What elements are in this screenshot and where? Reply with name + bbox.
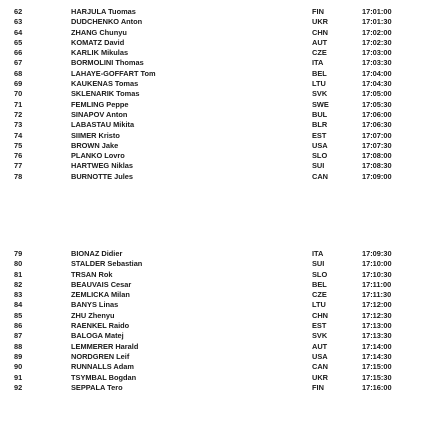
start-time: 17:05:00	[362, 89, 392, 99]
bib-number: 70	[14, 89, 23, 99]
athlete-row	[0, 342, 429, 352]
athlete-row	[0, 383, 429, 393]
bib-number: 78	[14, 171, 23, 181]
nation-code: BEL	[312, 68, 327, 78]
nation-code: SUI	[312, 161, 325, 171]
start-time: 17:15:00	[362, 362, 392, 372]
bib-number: 86	[14, 321, 23, 331]
nation-code: EST	[312, 321, 327, 331]
athlete-name: BALOGA Matej	[71, 331, 124, 341]
athlete-name: FEMLING Peppe	[71, 99, 129, 109]
nation-code: CAN	[312, 171, 329, 181]
start-time: 17:05:30	[362, 99, 392, 109]
nation-code: BUL	[312, 109, 328, 119]
nation-code: USA	[312, 351, 328, 361]
athlete-name: LAHAYE-GOFFART Tom	[71, 68, 156, 78]
start-time: 17:03:00	[362, 48, 392, 58]
athlete-name: DUDCHENKO Anton	[71, 17, 143, 27]
start-time: 17:07:30	[362, 140, 392, 150]
start-time: 17:14:30	[362, 351, 392, 361]
athlete-row	[0, 151, 429, 161]
athlete-row	[0, 38, 429, 48]
start-time: 17:12:00	[362, 300, 392, 310]
athlete-name: ZHU Zhenyu	[71, 310, 115, 320]
bib-number: 84	[14, 300, 23, 310]
bib-number: 82	[14, 279, 23, 289]
start-time: 17:09:00	[362, 171, 392, 181]
athlete-row	[0, 172, 429, 182]
athlete-row	[0, 141, 429, 151]
nation-code: BLR	[312, 120, 328, 130]
bib-number: 85	[14, 310, 23, 320]
athlete-name: RUNNALLS Adam	[71, 362, 134, 372]
start-time: 17:11:30	[362, 290, 392, 300]
athlete-name: TSYMBAL Bogdan	[71, 372, 137, 382]
nation-code: SVK	[312, 331, 328, 341]
nation-code: ITA	[312, 58, 324, 68]
athlete-name: PLANKO Lovro	[71, 151, 125, 161]
athlete-row	[0, 311, 429, 321]
nation-code: SVK	[312, 89, 328, 99]
start-time: 17:09:30	[362, 249, 392, 258]
start-group-1	[0, 7, 429, 182]
bib-number: 90	[14, 362, 23, 372]
athlete-row	[0, 290, 429, 300]
athlete-row	[0, 161, 429, 171]
bib-number: 75	[14, 140, 23, 150]
start-group-2	[0, 249, 429, 393]
start-time: 17:13:30	[362, 331, 392, 341]
athlete-name: TRSAN Rok	[71, 269, 113, 279]
start-time: 17:16:00	[362, 382, 392, 392]
nation-code: SUI	[312, 259, 325, 269]
nation-code: AUT	[312, 37, 328, 47]
nation-code: UKR	[312, 17, 329, 27]
nation-code: FIN	[312, 382, 324, 392]
athlete-row	[0, 270, 429, 280]
start-time: 17:14:00	[362, 341, 392, 351]
athlete-name: HARJULA Tuomas	[71, 7, 136, 16]
athlete-name: HARTWEG Niklas	[71, 161, 134, 171]
start-time: 17:07:00	[362, 130, 392, 140]
bib-number: 65	[14, 37, 23, 47]
start-time: 17:12:30	[362, 310, 392, 320]
bib-number: 92	[14, 382, 23, 392]
start-time: 17:08:30	[362, 161, 392, 171]
athlete-name: ZEMLICKA Milan	[71, 290, 130, 300]
start-time: 17:11:00	[362, 279, 392, 289]
nation-code: UKR	[312, 372, 329, 382]
start-time: 17:10:00	[362, 259, 392, 269]
athlete-row	[0, 58, 429, 68]
nation-code: SLO	[312, 151, 328, 161]
athlete-name: SINAPOV Anton	[71, 109, 128, 119]
athlete-name: BURNOTTE Jules	[71, 171, 134, 181]
athlete-row	[0, 28, 429, 38]
athlete-name: ZHANG Chunyu	[71, 27, 127, 37]
start-time: 17:02:00	[362, 27, 392, 37]
athlete-name: BEAUVAIS Cesar	[71, 279, 132, 289]
athlete-name: STALDER Sebastian	[71, 259, 143, 269]
bib-number: 79	[14, 249, 23, 258]
athlete-name: KARLIK Mikulas	[71, 48, 129, 58]
athlete-row	[0, 7, 429, 17]
bib-number: 77	[14, 161, 23, 171]
athlete-name: BROWN Jake	[71, 140, 119, 150]
bib-number: 64	[14, 27, 23, 37]
athlete-row	[0, 131, 429, 141]
athlete-row	[0, 280, 429, 290]
start-time: 17:08:00	[362, 151, 392, 161]
athlete-row	[0, 249, 429, 259]
bib-number: 76	[14, 151, 23, 161]
nation-code: USA	[312, 140, 328, 150]
bib-number: 71	[14, 99, 23, 109]
start-time: 17:10:30	[362, 269, 392, 279]
athlete-row	[0, 321, 429, 331]
athlete-row	[0, 120, 429, 130]
athlete-row	[0, 352, 429, 362]
start-time: 17:03:30	[362, 58, 392, 68]
bib-number: 66	[14, 48, 23, 58]
athlete-row	[0, 259, 429, 269]
nation-code: CHN	[312, 310, 329, 320]
start-time: 17:04:00	[362, 68, 392, 78]
athlete-row	[0, 362, 429, 372]
bib-number: 88	[14, 341, 23, 351]
nation-code: EST	[312, 130, 327, 140]
athlete-name: KOMATZ David	[71, 37, 125, 47]
bib-number: 87	[14, 331, 23, 341]
athlete-row	[0, 48, 429, 58]
bib-number: 80	[14, 259, 23, 269]
start-time: 17:15:30	[362, 372, 392, 382]
athlete-name: BORMOLINI Thomas	[71, 58, 144, 68]
bib-number: 72	[14, 109, 23, 119]
athlete-row	[0, 100, 429, 110]
bib-number: 67	[14, 58, 23, 68]
nation-code: ITA	[312, 249, 324, 258]
athlete-name: BIONAZ Didier	[71, 249, 123, 258]
athlete-name: BANYS Linas	[71, 300, 119, 310]
bib-number: 81	[14, 269, 23, 279]
athlete-name: LABASTAU Mikita	[71, 120, 135, 130]
start-time: 17:01:30	[362, 17, 392, 27]
athlete-name: LEMMERER Harald	[71, 341, 139, 351]
nation-code: CAN	[312, 362, 329, 372]
athlete-name: SEPPALA Tero	[71, 382, 123, 392]
athlete-name: SKLENARIK Tomas	[71, 89, 140, 99]
bib-number: 89	[14, 351, 23, 361]
athlete-row	[0, 331, 429, 341]
start-time: 17:02:30	[362, 37, 392, 47]
bib-number: 69	[14, 79, 23, 89]
bib-number: 62	[14, 7, 23, 16]
bib-number: 68	[14, 68, 23, 78]
start-time: 17:06:00	[362, 109, 392, 119]
start-time: 17:04:30	[362, 79, 392, 89]
athlete-row	[0, 110, 429, 120]
athlete-name: SIIMER Kristo	[71, 130, 120, 140]
athlete-row	[0, 17, 429, 27]
bib-number: 74	[14, 130, 23, 140]
start-time: 17:01:00	[362, 7, 392, 16]
bib-number: 73	[14, 120, 23, 130]
athlete-name: NORDGREN Leif	[71, 351, 130, 361]
nation-code: CZE	[312, 48, 327, 58]
athlete-row	[0, 79, 429, 89]
bib-number: 91	[14, 372, 23, 382]
bib-number: 83	[14, 290, 23, 300]
nation-code: LTU	[312, 300, 326, 310]
athlete-row	[0, 89, 429, 99]
nation-code: BEL	[312, 279, 327, 289]
start-time: 17:13:00	[362, 321, 392, 331]
athlete-row	[0, 373, 429, 383]
nation-code: CHN	[312, 27, 329, 37]
start-time: 17:06:30	[362, 120, 392, 130]
nation-code: SWE	[312, 99, 329, 109]
nation-code: FIN	[312, 7, 324, 16]
bib-number: 63	[14, 17, 23, 27]
nation-code: AUT	[312, 341, 328, 351]
athlete-name: KAUKENAS Tomas	[71, 79, 139, 89]
athlete-row	[0, 300, 429, 310]
nation-code: CZE	[312, 290, 327, 300]
nation-code: LTU	[312, 79, 326, 89]
athlete-name: RAENKEL Raido	[71, 321, 130, 331]
athlete-row	[0, 69, 429, 79]
nation-code: SLO	[312, 269, 328, 279]
